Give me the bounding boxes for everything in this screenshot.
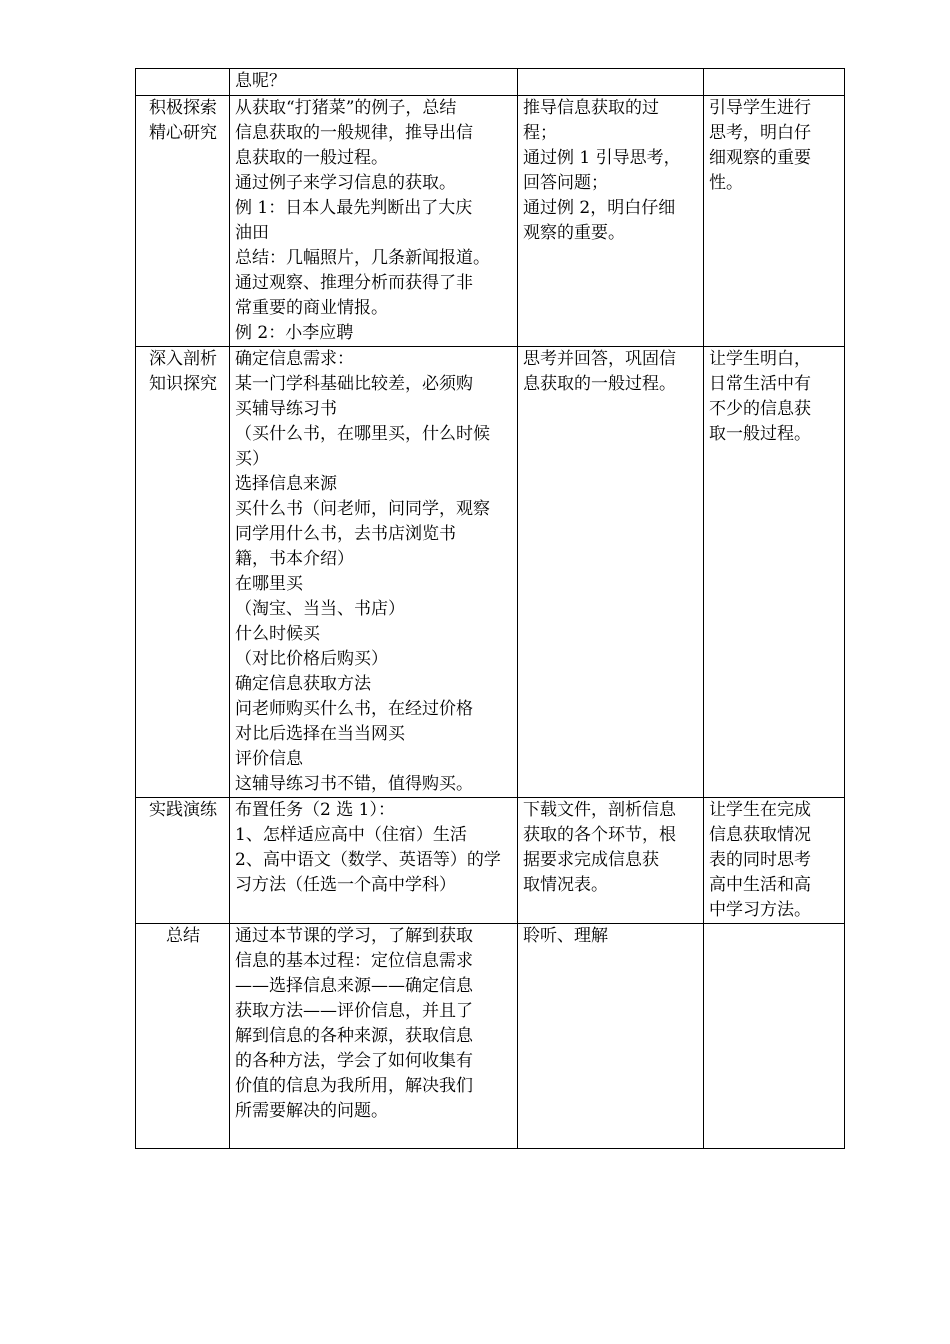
cell-text-line: 日常生活中有 [709,374,811,394]
cell-text-line: 通过观察、推理分析而获得了非 [235,273,473,293]
cell-text-line: 思考，明白仔 [709,123,811,143]
table-row [136,96,845,347]
student-activity-cell [518,96,704,347]
student-activity-cell [518,69,704,96]
cell-text-line: 所需要解决的问题。 [235,1101,388,1121]
cell-text-line: 下载文件，剖析信息 [523,800,676,820]
table-row [136,798,845,924]
cell-text-line: 深入剖析 [149,349,217,369]
cell-text-line: 取情况表。 [523,875,608,895]
cell-text-line: 的各种方法，学会了如何收集有 [235,1051,473,1071]
cell-text-line: 问老师购买什么书，在经过价格 [235,699,473,719]
cell-text-line: 回答问题； [523,173,608,193]
cell-text-line: 从获取“打猪菜”的例子，总结 [235,98,457,118]
cell-text-line: 实践演练 [149,800,217,820]
cell-text-line: 同学用什么书，去书店浏览书 [235,524,456,544]
table-row [136,347,845,798]
cell-text-line: 籍，书本介绍） [235,549,354,569]
cell-text-line: 对比后选择在当当网买 [235,724,405,744]
cell-text-line: 信息获取的一般规律，推导出信 [235,123,473,143]
cell-text-line: 精心研究 [149,123,217,143]
cell-text-line: 让学生明白， [709,349,811,369]
cell-text-line: 通过本节课的学习，了解到获取 [235,926,473,946]
cell-text-line: 中学习方法。 [709,900,811,920]
teacher-activity-cell [230,924,518,1149]
cell-text-line: 通过例 1 引导思考， [523,148,681,168]
stage-cell [136,69,230,96]
cell-text-line: 通过例 2，明白仔细 [523,198,676,218]
cell-text-line: 信息获取情况 [709,825,811,845]
cell-text-line: 确定信息需求： [235,349,354,369]
cell-text-line: 积极探索 [149,98,217,118]
cell-text-line: 某一门学科基础比较差，必须购 [235,374,473,394]
design-intent-cell [704,69,845,96]
student-activity-cell [518,347,704,798]
cell-text-line: 通过例子来学习信息的获取。 [235,173,456,193]
cell-text-line: 总结：几幅照片，几条新闻报道。 [235,248,490,268]
stage-cell [136,96,230,347]
design-intent-cell [704,798,845,924]
cell-text-line: 1、怎样适应高中（住宿）生活 [235,825,467,845]
cell-text-line: 在哪里买 [235,574,303,594]
cell-text-line: 取一般过程。 [709,424,811,444]
cell-text-line: 聆听、理解 [523,926,608,946]
cell-text-line: 评价信息 [235,749,303,769]
cell-text-line: 常重要的商业情报。 [235,298,388,318]
cell-text-line: 油田 [235,223,269,243]
cell-text-line: 什么时候买 [235,624,320,644]
cell-text-line: 获取的各个环节，根 [523,825,676,845]
cell-text-line: （对比价格后购买） [235,649,388,669]
cell-text-line: 表的同时思考 [709,850,811,870]
cell-text-line: 买） [235,449,269,469]
cell-text-line: 性。 [709,173,743,193]
cell-text-line: 买辅导练习书 [235,399,337,419]
teacher-activity-cell [230,96,518,347]
cell-text-line: 息呢？ [235,71,286,91]
cell-text-line: （买什么书，在哪里买，什么时候 [235,424,490,444]
design-intent-cell [704,347,845,798]
cell-text-line: 确定信息获取方法 [235,674,371,694]
cell-text-line: 推导信息获取的过 [523,98,659,118]
teacher-activity-cell [230,69,518,96]
cell-text-line: 习方法（任选一个高中学科） [235,875,456,895]
lesson-plan-table-body [136,69,845,1149]
cell-text-line: （淘宝、当当、书店） [235,599,405,619]
cell-text-line: 布置任务（2 选 1）： [235,800,395,820]
cell-text-line: 获取方法——评价信息，并且了 [235,1001,473,1021]
cell-text-line: 选择信息来源 [235,474,337,494]
table-row [136,924,845,1149]
cell-text-line: 细观察的重要 [709,148,811,168]
stage-cell [136,924,230,1149]
cell-text-line: 程； [523,123,557,143]
teacher-activity-cell [230,347,518,798]
cell-text-line: 引导学生进行 [709,98,811,118]
student-activity-cell [518,798,704,924]
cell-text-line: 例 1：日本人最先判断出了大庆 [235,198,473,218]
cell-text-line: 买什么书（问老师，问同学，观察 [235,499,490,519]
design-intent-cell [704,96,845,347]
cell-text-line: 2、高中语文（数学、英语等）的学 [235,850,501,870]
student-activity-cell [518,924,704,1149]
cell-text-line: 信息的基本过程：定位信息需求 [235,951,473,971]
cell-text-line: 知识探究 [149,374,217,394]
cell-text-line: ——选择信息来源——确定信息 [235,976,473,996]
cell-text-line: 思考并回答，巩固信 [523,349,676,369]
cell-text-line: 这辅导练习书不错，值得购买。 [235,774,473,794]
design-intent-cell [704,924,845,1149]
stage-cell [136,347,230,798]
cell-text-line: 解到信息的各种来源，获取信息 [235,1026,473,1046]
cell-text-line: 观察的重要。 [523,223,625,243]
cell-text-line: 息获取的一般过程。 [235,148,388,168]
cell-text-line: 不少的信息获 [709,399,811,419]
cell-text-line: 息获取的一般过程。 [523,374,676,394]
lesson-plan-table [135,68,845,1149]
cell-text-line: 据要求完成信息获 [523,850,659,870]
stage-cell [136,798,230,924]
teacher-activity-cell [230,798,518,924]
cell-text-line: 例 2：小李应聘 [235,323,354,343]
cell-text-line: 让学生在完成 [709,800,811,820]
cell-text-line: 总结 [166,926,200,946]
table-row [136,69,845,96]
cell-text-line: 高中生活和高 [709,875,811,895]
cell-text-line: 价值的信息为我所用，解决我们 [235,1076,473,1096]
